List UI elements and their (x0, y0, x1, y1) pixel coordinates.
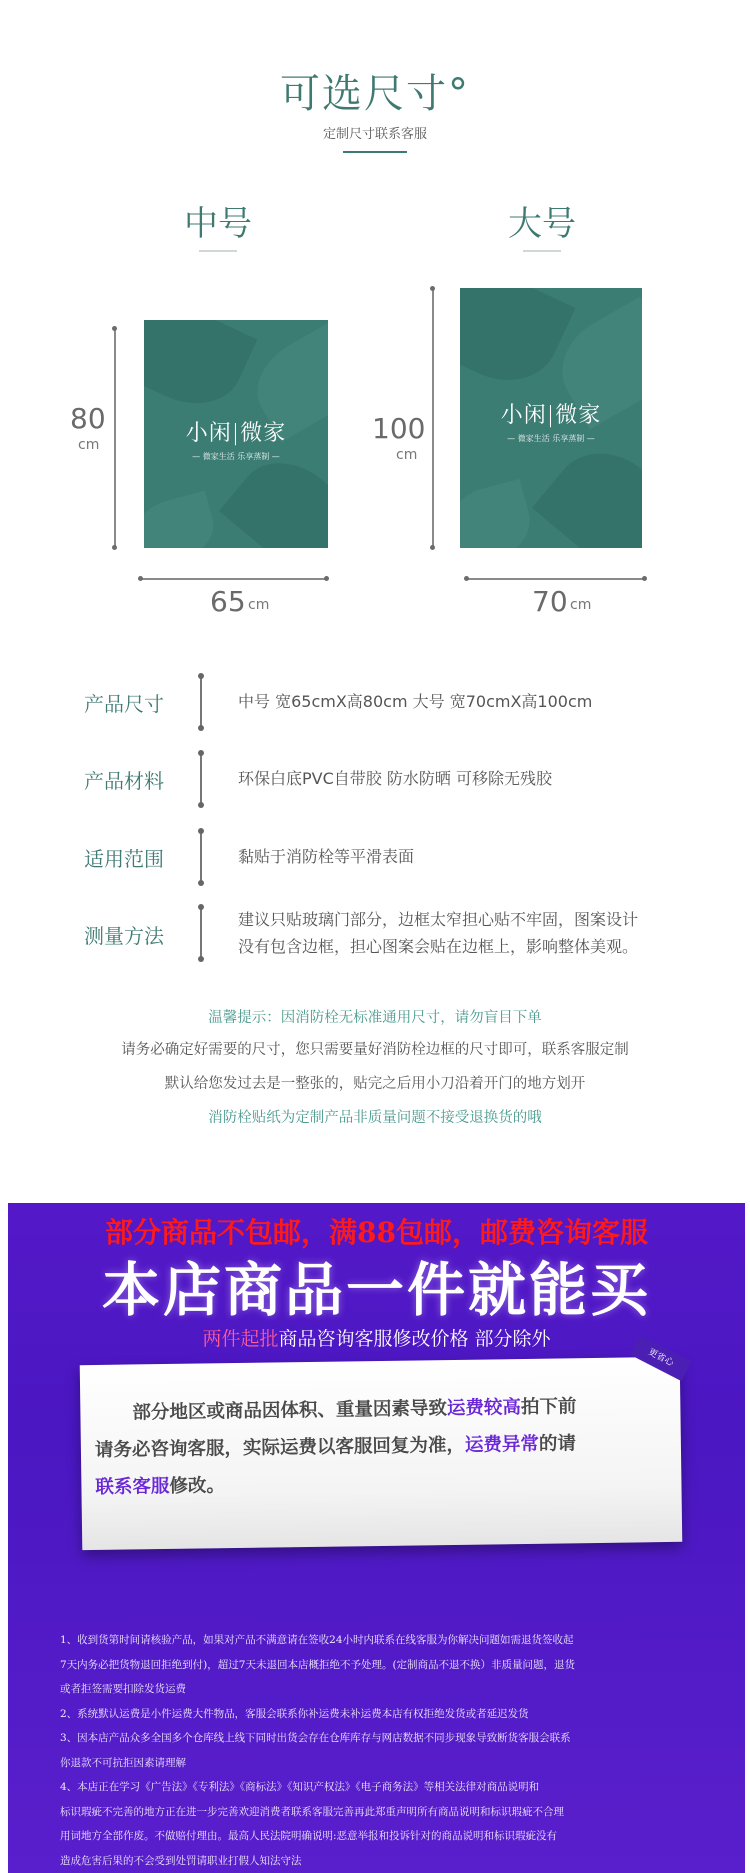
width-unit-medium: cm (248, 597, 270, 613)
rule-line: 标识瑕疵不完善的地方正在进一步完善欢迎消费者联系客服完善再此郑重声明所有商品说明和标识瑕疵不合理 (60, 1805, 564, 1818)
spec-label-measure: 测量方法 (84, 924, 164, 948)
notice-text-part: 请务必咨询客服，实际运费以客服回复为准， (94, 1434, 466, 1461)
leaf-decoration (460, 288, 576, 399)
height-unit-medium: cm (78, 437, 100, 453)
width-dimension-line (466, 578, 646, 580)
size-label-large: 大号 (508, 204, 576, 244)
rule-line: 4、本店正在学习《广告法》《专利法》《商标法》《知识产权法》《电子商务法》等相关法律对商品说明和 (60, 1781, 540, 1793)
page-title: 可选尺寸° (280, 71, 470, 117)
width-value-medium: 65 (210, 585, 246, 618)
dimension-dot (430, 545, 435, 550)
spec-value-size: 中号 宽65cmX高80cm 大号 宽70cmX高100cm (238, 692, 593, 711)
spec-divider (200, 676, 202, 728)
rule-line: 用词地方全部作废。不做赔付理由。最高人民法院明确说明:恶意举报和投诉针对的商品说明和标识瑕疵没有 (60, 1830, 558, 1842)
spec-divider (200, 753, 202, 805)
rule-line: 2、系统默认运费是小件运费大件物品，客服会联系你补运费未补运费本店有权拒绝发货或者延迟发货 (60, 1707, 529, 1720)
title-divider (343, 151, 407, 153)
dimension-dot (112, 326, 117, 331)
notice-text-part: 修改。 (169, 1475, 226, 1497)
poster-large (460, 288, 642, 548)
shipping-alert: 部分商品不包邮，满88包邮，邮费咨询客服 (105, 1216, 648, 1249)
notice-highlight: 运费异常 (464, 1433, 540, 1456)
spec-label-material: 产品材料 (84, 769, 164, 793)
leaf-decoration (460, 479, 538, 548)
spec-divider (200, 907, 202, 959)
shipping-notice-card (80, 1347, 683, 1550)
spec-value-usage: 黏贴于消防栓等平滑表面 (238, 847, 415, 866)
size-divider-large (523, 250, 561, 252)
rule-line: 你退款不可抗拒因素请理解 (60, 1756, 186, 1769)
note-reminder: 温馨提示：因消防栓无标准通用尺寸，请勿盲目下单 (208, 1010, 542, 1026)
brand-logo: 小闲|微家 (500, 403, 602, 428)
dimension-dot (138, 576, 143, 581)
note-default: 默认给您发过去是一整张的，贴完之后用小刀沿着开门的地方划开 (164, 1076, 586, 1092)
store-rules (60, 1628, 708, 1873)
brand-mark (460, 398, 642, 444)
width-dimension-line (140, 578, 328, 580)
notice-text-part: 拍下前 (520, 1396, 577, 1419)
size-label-medium: 中号 (184, 204, 252, 244)
rule-line: 1、收到货第时间请核验产品，如果对产品不满意请在签收24小时内联系在线客服为你解决问题如需退货签收起 (60, 1634, 574, 1646)
rule-line: 或者拒签需要扣除发货运费 (60, 1683, 186, 1695)
size-divider-medium (199, 250, 237, 252)
brand-logo: 小闲|微家 (185, 421, 287, 446)
brand-tagline: — 微家生活 乐享蒸制 — (192, 452, 280, 461)
notice-highlight: 运费较高 (446, 1397, 522, 1420)
spec-value-measure-line1: 建议只贴玻璃门部分，边框太窄担心贴不牢固，图案设计 (238, 910, 639, 929)
spec-value-material: 环保白底PVC自带胶 防水防晒 可移除无残胶 (238, 769, 552, 788)
banner-headline: 本店商品一件就能买 (101, 1256, 651, 1324)
dimension-dot (112, 545, 117, 550)
dimension-dot (642, 576, 647, 581)
dimension-dot (324, 576, 329, 581)
notice-highlight: 联系客服 (95, 1475, 170, 1498)
leaf-decoration (144, 320, 257, 421)
banner-sub-highlight: 两件起批 (202, 1328, 279, 1350)
leaf-decoration (532, 431, 642, 548)
spec-label-usage: 适用范围 (84, 847, 164, 871)
rule-line: 造成危害后果的不会受到处罚请职业打假人知法守法 (60, 1854, 302, 1867)
height-unit-large: cm (396, 447, 418, 463)
promo-banner (8, 1203, 745, 1873)
rule-line: 3、因本店产品众多全国多个仓库线上线下同时出货会存在仓库库存与网店数据不同步现象导致断货客服会联系 (60, 1732, 571, 1744)
note-measure: 请务必确定好需要的尺寸，您只需要量好消防栓边框的尺寸即可，联系客服定制 (121, 1042, 629, 1058)
height-dimension-line (114, 328, 116, 548)
note-return-policy: 消防栓贴纸为定制产品非质量问题不接受退换货的哦 (208, 1110, 542, 1126)
spec-value-measure-line2: 没有包含边框，担心图案会贴在边框上，影响整体美观。 (238, 937, 639, 956)
brand-mark (144, 416, 328, 462)
notice-text-part: 的请 (538, 1433, 577, 1455)
poster-medium (144, 320, 328, 548)
corner-tag: 更省心 (630, 1335, 692, 1381)
page-subtitle: 定制尺寸联系客服 (322, 127, 427, 142)
notice-text (94, 1387, 675, 1506)
notice-text-part: 部分地区或商品因体积、重量因素导致 (132, 1398, 448, 1424)
height-dimension-line (432, 288, 434, 548)
dimension-dot (464, 576, 469, 581)
banner-sub-text: 商品咨询客服修改价格 部分除外 (278, 1328, 551, 1350)
height-value-medium: 80 (70, 402, 106, 435)
rule-line: 7天内务必把货物退回拒绝到付)，超过7天未退回本店概拒绝不予处理。(定制商品不退不换）非质量问题，退货 (60, 1658, 576, 1671)
spec-label-size: 产品尺寸 (84, 692, 164, 716)
spec-divider (200, 831, 202, 883)
width-unit-large: cm (570, 597, 592, 613)
height-value-large: 100 (372, 412, 426, 445)
width-value-large: 70 (532, 585, 568, 618)
leaf-decoration (144, 491, 220, 548)
brand-tagline: — 微家生活 乐享蒸制 — (507, 434, 595, 443)
dimension-dot (430, 286, 435, 291)
notice-line (95, 1461, 675, 1506)
